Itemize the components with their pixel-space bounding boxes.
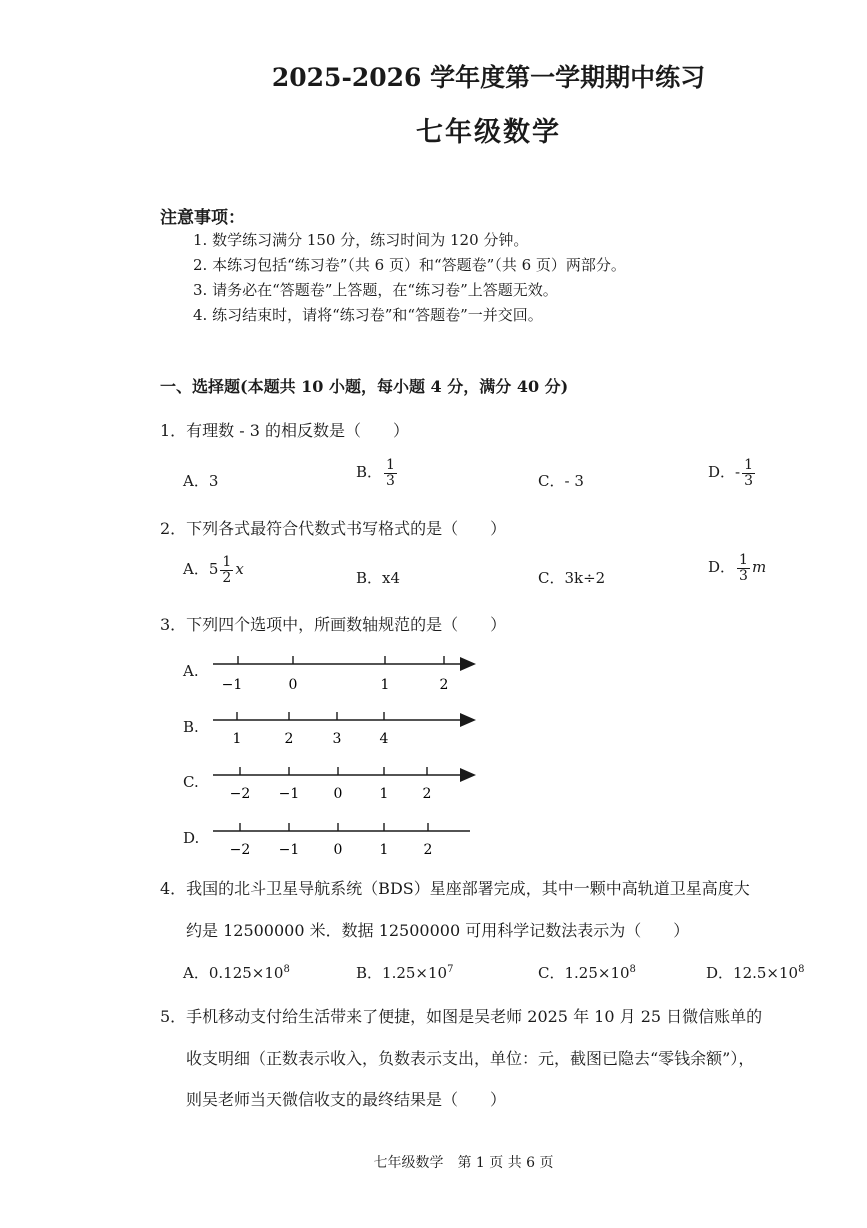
tick-label: 0 (288, 677, 298, 693)
q4-line-2: 约是 12500000 米．数据 12500000 可用科学记数法表示为（ ） (186, 921, 690, 940)
q4-line-1: 4．我国的北斗卫星导航系统（BDS）星座部署完成，其中一颗中高轨道卫星高度大 (160, 879, 750, 898)
tick-label: −1 (278, 786, 300, 802)
tick-label: −1 (221, 677, 243, 693)
tick-label: −2 (229, 786, 251, 802)
axis-d-label: D. (183, 829, 200, 847)
number-line-d (213, 823, 470, 858)
fraction: $\frac{1}{3}$ (739, 552, 748, 584)
q5-line-2: 收支明细（正数表示收入，负数表示支出，单位：元，截图已隐去“零钱余额”）， (186, 1049, 755, 1068)
page-footer: 七年级数学 第 1 页 共 6 页 (373, 1155, 554, 1171)
q4-option-c: C．$1.25\times 10^8$ (538, 964, 636, 982)
tick-label: −2 (229, 842, 251, 858)
q2-option-b: B．x4 (356, 569, 401, 587)
axis-a-label: A. (183, 662, 199, 680)
q3-stem: 3．下列四个选项中，所画数轴规范的是（ ） (160, 615, 507, 634)
q1-option-b: B． $\frac{1}{3}$ (356, 457, 395, 489)
number-line-a (213, 656, 476, 693)
tick-label: 1 (379, 842, 389, 858)
q2-option-a: A．5 $\frac{1}{2}$ x (183, 554, 244, 586)
tick-label: 0 (333, 842, 343, 858)
tick-label: 3 (332, 731, 342, 747)
q5-line-1: 5．手机移动支付给生活带来了便捷，如图是吴老师 2025 年 10 月 25 日微信账单的 (160, 1007, 763, 1026)
notice-item-2: 2. 本练习包括“练习卷”（共 6 页）和“答题卷”（共 6 页）两部分。 (193, 256, 626, 274)
q1-option-c: C．- 3 (538, 472, 584, 490)
tick-label: 2 (423, 842, 433, 858)
axis-arrow (460, 768, 476, 782)
q4-option-d: D．$12.5\times 10^8$ (706, 964, 805, 982)
notice-heading: 注意事项： (160, 208, 245, 228)
q1-option-a: A．3 (183, 472, 219, 490)
q4-option-a: A．$0.125\times 10^8$ (183, 964, 290, 982)
tick-label: 2 (422, 786, 432, 802)
q1-option-d: D．- $\frac{1}{3}$ (708, 457, 754, 489)
fraction: $\frac{1}{3}$ (744, 457, 754, 489)
axis-arrow (460, 713, 476, 727)
q2-stem: 2．下列各式最符合代数式书写格式的是（ ） (160, 519, 507, 538)
tick-label: 1 (380, 677, 390, 693)
tick-label: 2 (284, 731, 294, 747)
tick-label: 2 (439, 677, 449, 693)
axis-c-label: C. (183, 773, 199, 791)
subject-title: 七年级数学 (416, 117, 561, 148)
fraction: $\frac{1}{3}$ (386, 457, 395, 489)
axis-b-label: B. (183, 718, 199, 736)
axis-arrow (460, 657, 476, 671)
notice-item-4: 4. 练习结束时，请将“练习卷”和“答题卷”一并交回。 (193, 306, 543, 324)
number-line-b (213, 712, 476, 747)
q4-option-b: B．$1.25\times 10^7$ (356, 964, 454, 982)
tick-label: 1 (379, 786, 389, 802)
q1-stem: 1．有理数 - 3 的相反数是（ ） (160, 421, 410, 440)
notice-item-3: 3. 请务必在“答题卷”上答题，在“练习卷”上答题无效。 (193, 281, 558, 299)
notice-item-1: 1. 数学练习满分 150 分，练习时间为 120 分钟。 (193, 231, 529, 249)
number-line-c (213, 767, 476, 802)
q2-option-c: C．3k÷2 (538, 569, 606, 587)
q5-line-3: 则吴老师当天微信收支的最终结果是（ ） (186, 1090, 507, 1109)
q2-option-d: D． $\frac{1}{3}$ m (708, 552, 767, 584)
tick-label: −1 (278, 842, 300, 858)
tick-label: 1 (232, 731, 242, 747)
exam-title: 2025-2026 学年度第一学期期中练习 (271, 63, 706, 92)
section-heading: 一、选择题(本题共 10 小题，每小题 4 分，满分 40 分) (160, 377, 569, 396)
tick-label: 4 (379, 731, 389, 747)
fraction: $\frac{1}{2}$ (222, 554, 232, 586)
tick-label: 0 (333, 786, 343, 802)
